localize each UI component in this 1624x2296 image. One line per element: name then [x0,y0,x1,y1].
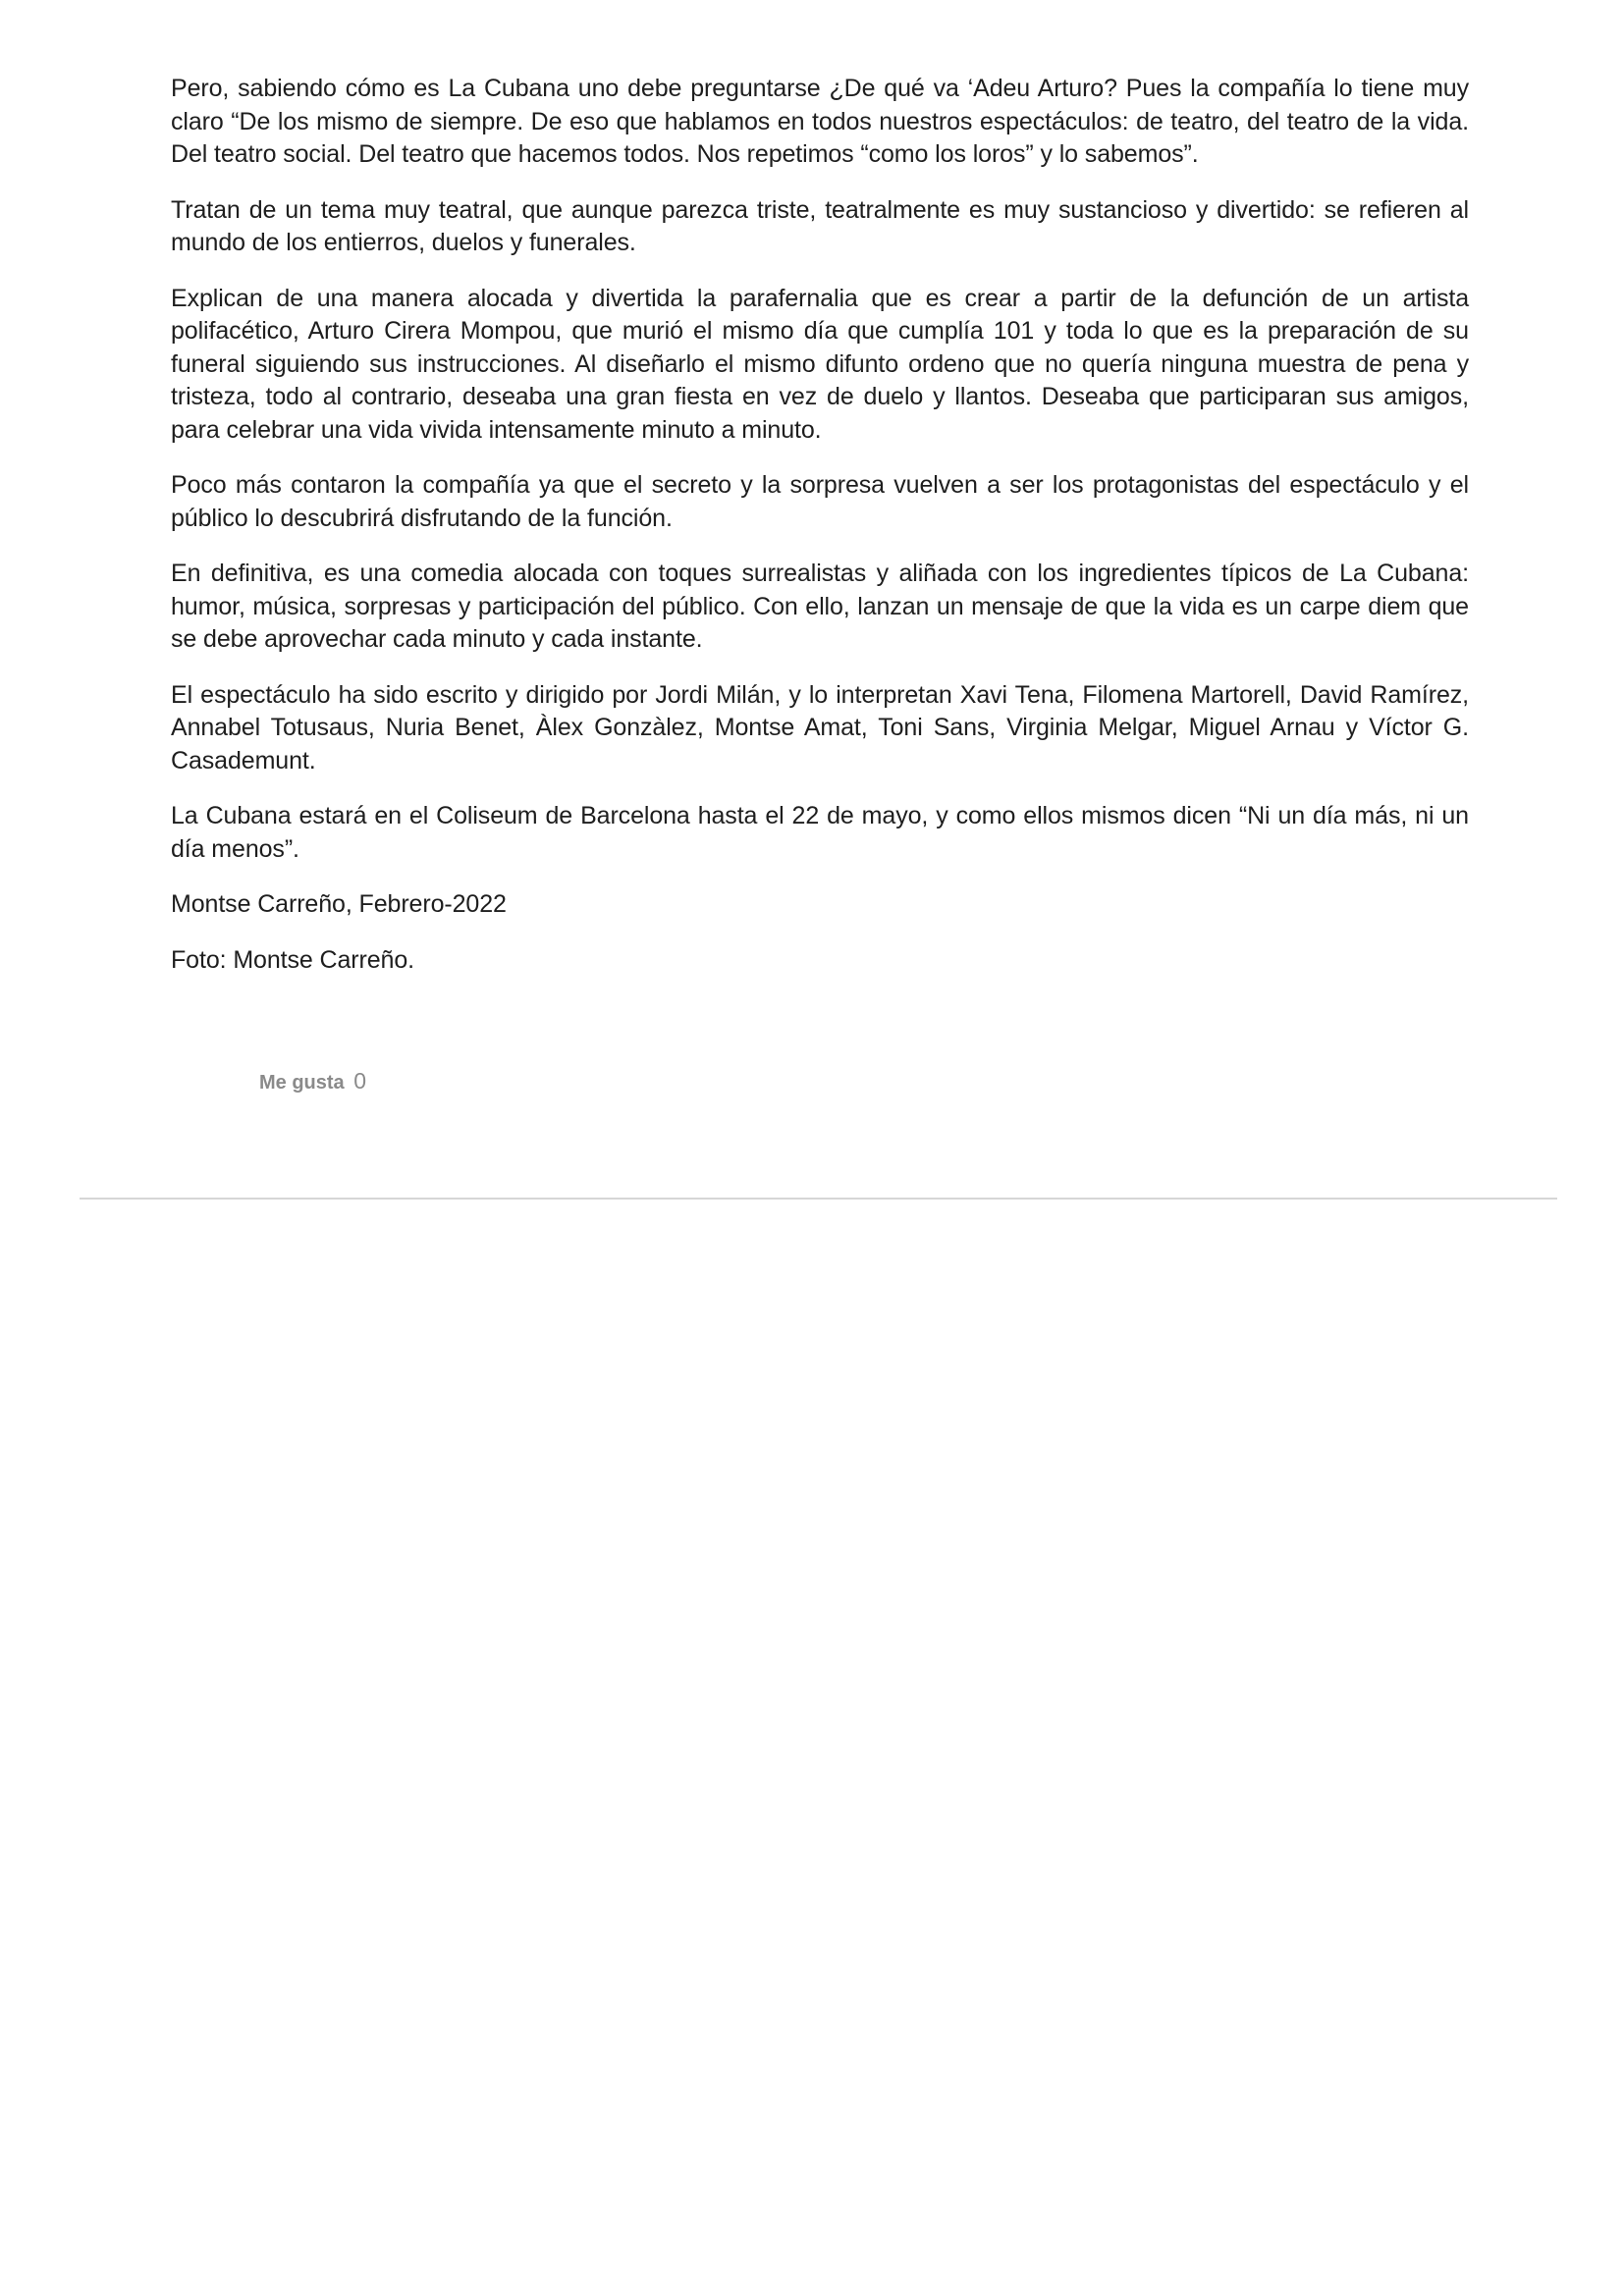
like-count: 0 [353,1068,367,1094]
like-widget [259,1068,366,1095]
section-divider [80,1198,1557,1200]
like-button[interactable]: Me gusta [259,1072,345,1094]
paragraph-plot: Explican de una manera alocada y divertida la parafernalia que es crear a partir de la defunción de un artista polifacético, Arturo Cirera Mompou, que murió el mismo día que cumplía 101 y toda lo que es la preparación de su funeral siguiendo sus instrucciones. Al diseñarlo el mismo difunto ordeno que no quería ninguna muestra de pena y tristeza, todo al contrario, deseaba una gran fiesta en vez de duelo y llantos. Deseaba que participaran sus amigos, para celebrar una vida vivida intensamente minuto a minuto. [171,284,1469,444]
paragraph-summary: En definitiva, es una comedia alocada con toques surrealistas y aliñada con los ingredientes típicos de La Cubana: humor, música, sorpresas y participación del público. Con ello, lanzan un mensaje de que la vida es un carpe diem que se debe aprovechar cada minuto y cada instante. [171,560,1469,653]
paragraph-cast: El espectáculo ha sido escrito y dirigido por Jordi Milán, y lo interpretan Xavi Tena, Filomena Martorell, David Ramírez, Annabel Totusaus, Nuria Benet, Àlex Gonzàlez, Montse Amat, Toni Sans, Virginia Melgar, Miguel Arnau y Víctor G. Casademunt. [171,680,1469,774]
paragraph-theme: Tratan de un tema muy teatral, que aunque parezca triste, teatralmente es muy sustancioso y divertido: se refieren al mundo de los entierros, duelos y funerales. [171,195,1469,256]
article-body [171,73,1469,999]
paragraph-dates: La Cubana estará en el Coliseum de Barcelona hasta el 22 de mayo, y como ellos mismos dicen “Ni un día más, ni un día menos”. [171,802,1469,863]
author-credit: Montse Carreño, Febrero-2022 [171,890,507,918]
paragraph-intro: Pero, sabiendo cómo es La Cubana uno debe preguntarse ¿De qué va ‘Adeu Arturo? Pues la compañía lo tiene muy claro “De los mismo de siempre. De eso que hablamos en todos nuestros espectáculos: de teatro, del teatro de la vida. Del teatro social. Del teatro que hacemos todos. Nos repetimos “como los loros” y lo sabemos”. [171,75,1469,168]
paragraph-secret: Poco más contaron la compañía ya que el secreto y la sorpresa vuelven a ser los protagonistas del espectáculo y el público lo descubrirá disfrutando de la función. [171,471,1469,532]
photo-credit: Foto: Montse Carreño. [171,945,415,974]
